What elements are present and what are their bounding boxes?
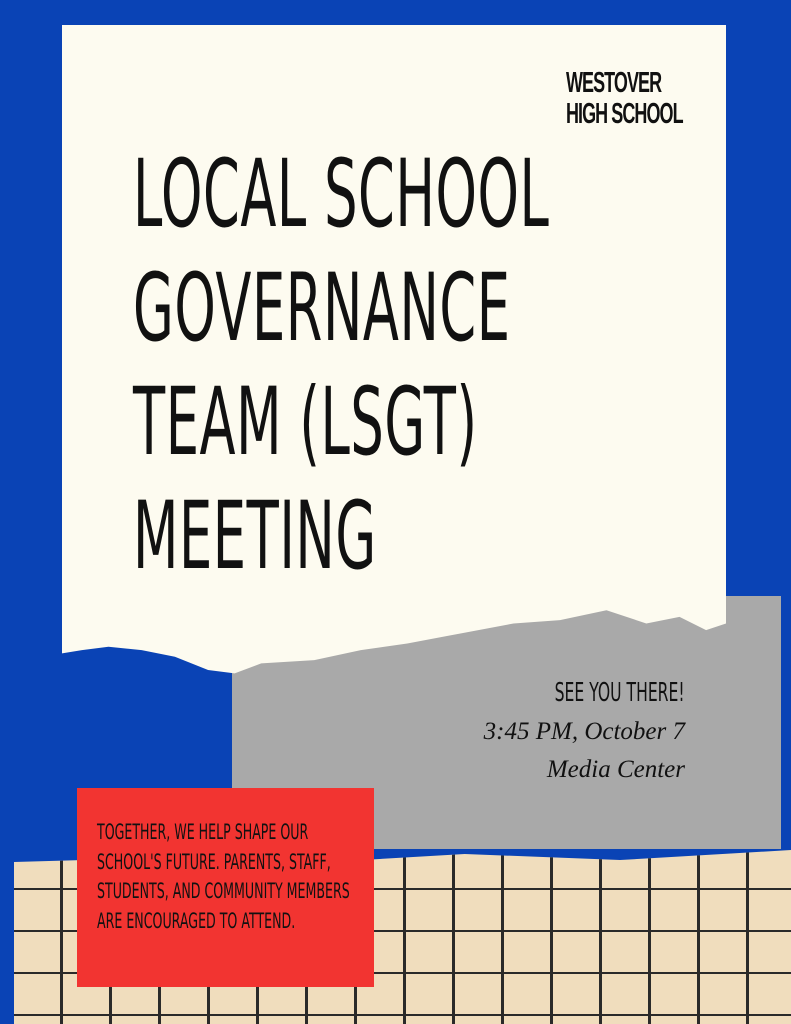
- meeting-title: [133, 138, 549, 594]
- greeting-text: SEE YOU THERE!: [555, 678, 685, 708]
- meeting-title-line-1: LOCAL SCHOOL: [133, 140, 550, 249]
- invitation-message-line-4: ARE ENCOURAGED TO ATTEND.: [97, 908, 296, 933]
- school-name-line-2: HIGH SCHOOL: [566, 98, 683, 130]
- meeting-title-line-3: TEAM (LSGT): [133, 368, 478, 477]
- invitation-message-line-1: TOGETHER, WE HELP SHAPE OUR: [97, 820, 309, 844]
- meeting-title-line-2: GOVERNANCE: [133, 254, 511, 363]
- invitation-message: [97, 818, 361, 936]
- meeting-time: 3:45 PM, October 7: [483, 718, 685, 745]
- meeting-location: Media Center: [546, 756, 685, 783]
- school-name-line-1: WESTOVER: [566, 67, 662, 99]
- school-name: [566, 68, 683, 130]
- invitation-message-line-3: STUDENTS, AND COMMUNITY MEMBERS: [97, 879, 350, 903]
- invitation-message-line-2: SCHOOL'S FUTURE. PARENTS, STAFF,: [97, 849, 331, 874]
- meeting-title-line-4: MEETING: [133, 482, 377, 591]
